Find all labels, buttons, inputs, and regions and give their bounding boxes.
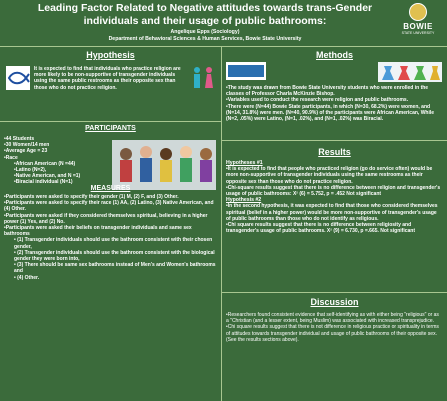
measure-sub-item: • (1) Transgender individuals should use the bathroom consistent with their chosen gender,: [14, 237, 213, 250]
author-line: [30, 29, 380, 42]
header-divider: [0, 46, 447, 47]
measures-heading: MEASURES: [90, 185, 131, 192]
column-divider: [221, 46, 222, 401]
results-text: [226, 160, 442, 234]
restroom-icon: [190, 66, 216, 90]
methods-list: [226, 85, 442, 122]
participants-list: [4, 136, 114, 186]
discussion-list: [226, 312, 442, 343]
participant-item: •Average Age = 23: [4, 148, 48, 155]
measure-item: •Participants were asked if they considered themselves spiritual, believing in a higher power (1) Yes, and (2) No.: [4, 212, 208, 225]
discussion-item: •Researchers found consistent evidence that self-identifying as with either being "religious" or as a "Christian (and a lesser extent, being Muslim) was associated with increased transprejudice.: [226, 312, 439, 325]
methods-divider: [222, 140, 447, 141]
measure-item: •Participants were asked to specify their gender (1) M, (2) F, and (3) Other.: [4, 194, 179, 200]
hypothesis-text: It is expected to find that individuals who practice religion are more likely to be non-supportive of transgender individuals using the same public restrooms as their opposite sex than those who do not practice religion.: [34, 66, 181, 91]
header: [0, 0, 447, 46]
race-item: •African American (N =44): [14, 160, 76, 167]
race-item: •Latino (N=2),: [14, 167, 47, 174]
discussion-heading: Discussion: [310, 297, 359, 307]
crest-icon: [409, 3, 427, 21]
logo-name: BOWIE: [403, 22, 433, 31]
logo-sub: STATE UNIVERSITY: [401, 31, 435, 35]
participants-heading: PARTICIPANTS: [85, 125, 136, 132]
participant-item: •30 Women/14 men: [4, 142, 50, 149]
result-item: •Chi-square results suggest that there is no difference between religion and transgender's usage of public bathrooms: X² (6) = 5.752, p = .452 Not significant: [226, 184, 441, 198]
measure-sub-item: • (4) Other.: [14, 274, 40, 281]
poster-title: Leading Factor Related to Negative attitudes towards trans-Gender individuals and their usage of public bathrooms:: [37, 2, 373, 27]
measures-list: [4, 194, 218, 281]
method-item: •Variables used to conduct the research were religion and public bathrooms.: [226, 97, 409, 104]
department: Department of Behavioral Sciences & Human Services, Bowie State University: [108, 35, 302, 42]
methods-heading: Methods: [316, 50, 353, 60]
people-image: [112, 140, 216, 190]
author-name: Angelique Epps (Sociology): [170, 29, 240, 35]
measure-sub-item: • (2) Transgender individuals should use the bathroom consistent with the biological gender they were born into,: [14, 249, 215, 263]
hypothesis-1-label: Hypotheses #1: [226, 160, 263, 166]
hypothesis-2-label: Hypothesis #2: [226, 197, 262, 204]
method-item: •The study was drawn from Bowie State University students who were enrolled in the classes of Professor Charla McKinzie Bishop.: [226, 85, 429, 98]
lab-flasks-image: [378, 62, 442, 82]
christian-fish-icon: [6, 66, 30, 90]
method-item: •There were (N=44) Bowie State participants, in which (N=30, 68.2%) were women, and (N=14, 31.8%) were men. (N=40, 90.9%) of the participants were African American, While (N=2, .05%) were Latino, (N=1, .02%), and (N=1, .02%) was Biracial.: [226, 103, 435, 123]
university-logo: [394, 3, 442, 43]
race-item: •Native American, and N =1): [14, 173, 81, 180]
measure-item: •Participants were asked their beliefs on transgender individuals and same sex bathrooms: [4, 225, 192, 238]
measure-item: •Participants were asked to specify their race (1) AA, (2) Latino, (3) Native American, and (4) Other.: [4, 200, 214, 213]
hypothesis-heading: Hypothesis: [86, 50, 135, 60]
results-heading: Results: [318, 147, 351, 157]
participant-item: •44 Students: [4, 136, 35, 142]
result-item: •In the second hypothesis, it was expected to find that those who considered themselves spiritual (belief in a higher power) would be more non-supportive of transgender's usage of public bathrooms than those who do not identify as religious.: [226, 203, 438, 222]
discussion-item: •Chi square results suggest that there is not difference in religious practice or spirituality in terms of attitudes towards transgender individual and usage of public bathrooms of their opposite sex. (See the results sections above).: [226, 324, 439, 343]
methods-image: [226, 62, 266, 80]
results-divider: [222, 292, 447, 293]
measure-sub-item: • (3) There should be same sex bathrooms instead of Men's and Women's bathrooms and: [14, 262, 216, 275]
result-item: •Chi square results suggest that there is no difference between religiosity and transgender's usage of public bathrooms. X² (9) = 6.730, p =.665. Not significant: [226, 222, 416, 235]
race-item: •Biracial individual (N=1): [14, 179, 73, 186]
result-item: •It is expected to find that people who practiced religion (go do service often) would be more non-supportive of transgender individuals using the same restrooms as their opposite sex than those who do not practice religion.: [226, 166, 433, 185]
hypothesis-divider: [0, 121, 221, 122]
participant-item: •Race: [4, 154, 18, 161]
